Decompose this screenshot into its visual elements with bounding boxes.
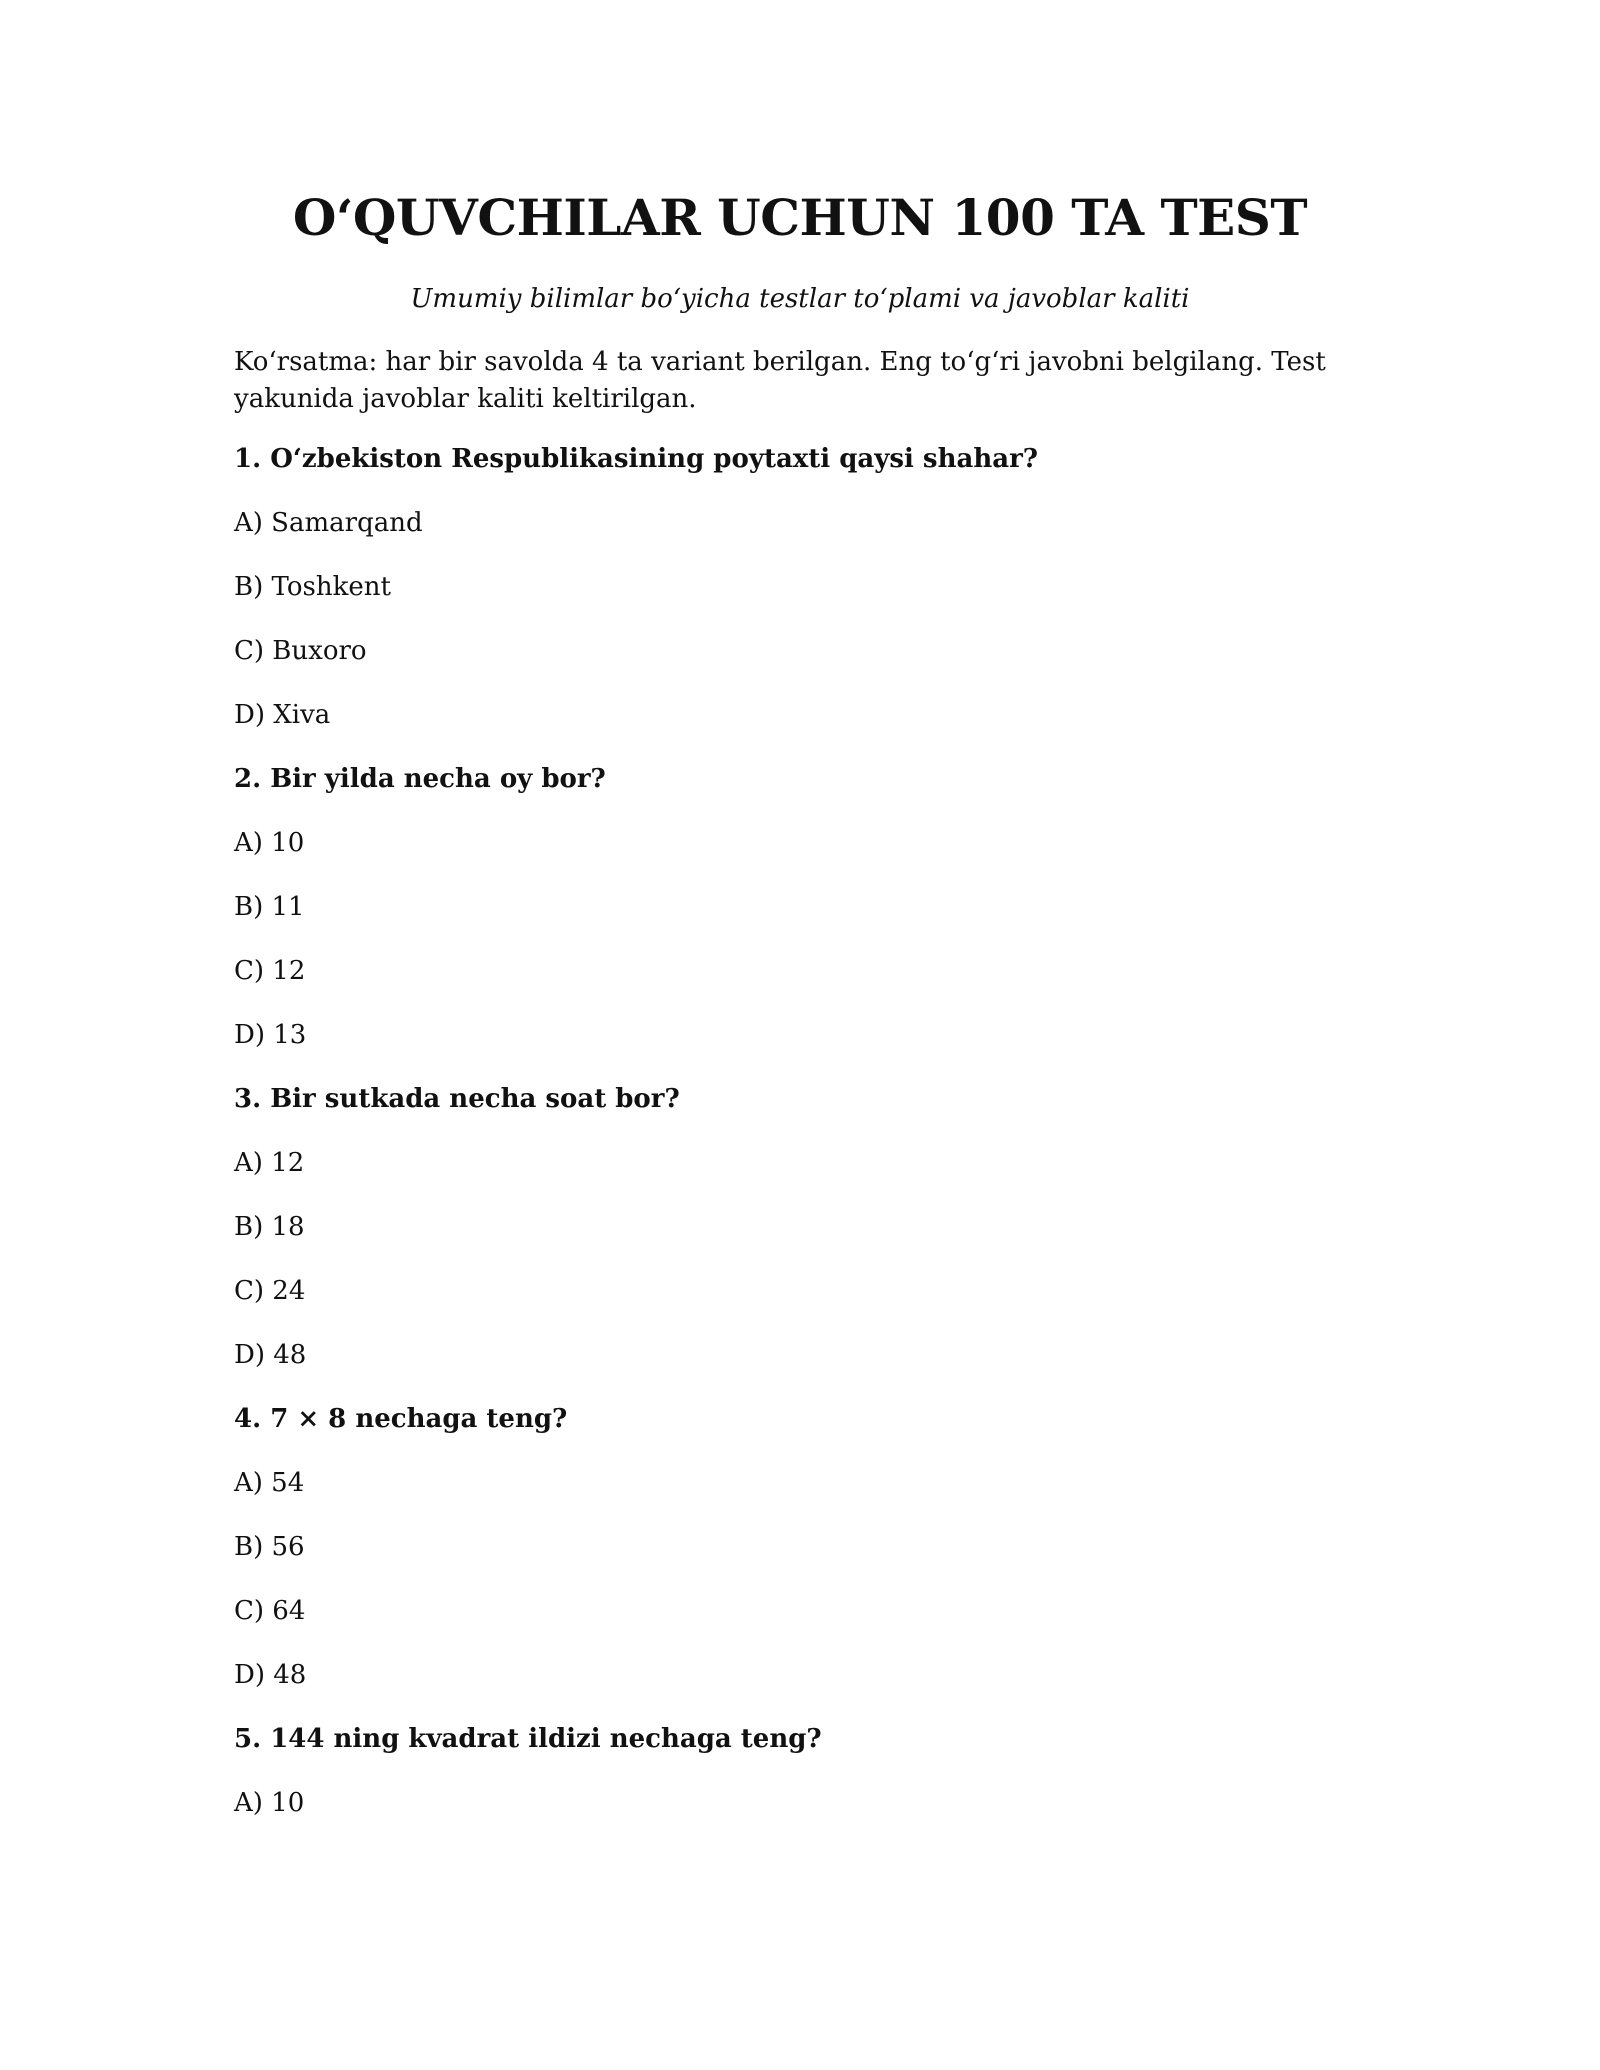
answer-option: C) Buxoro bbox=[234, 636, 367, 666]
answer-option: A) Samarqand bbox=[234, 508, 423, 538]
answer-option: D) Xiva bbox=[234, 700, 331, 730]
question-5 bbox=[234, 1722, 1374, 1820]
answer-option: B) 56 bbox=[234, 1532, 305, 1562]
document-body bbox=[234, 344, 1374, 1850]
answer-option: D) 48 bbox=[234, 1340, 307, 1370]
answer-option: D) 13 bbox=[234, 1020, 307, 1050]
question-text: 5. 144 ning kvadrat ildizi nechaga teng? bbox=[234, 1724, 822, 1754]
answer-option: C) 64 bbox=[234, 1596, 306, 1626]
question-3 bbox=[234, 1082, 1374, 1372]
instructions-text: Ko‘rsatma: har bir savolda 4 ta variant berilgan. Eng to‘g‘ri javobni belgilang. Test yakunida javoblar kaliti keltirilgan. bbox=[234, 347, 1326, 414]
question-1 bbox=[234, 442, 1374, 732]
answer-option: C) 12 bbox=[234, 956, 306, 986]
answer-option: A) 10 bbox=[234, 1788, 305, 1818]
question-text: 4. 7 × 8 nechaga teng? bbox=[234, 1404, 568, 1434]
question-2 bbox=[234, 762, 1374, 1052]
question-text: 3. Bir sutkada necha soat bor? bbox=[234, 1084, 680, 1114]
document-title: O‘QUVCHILAR UCHUN 100 TA TEST bbox=[292, 188, 1308, 247]
answer-option: B) 18 bbox=[234, 1212, 305, 1242]
question-text: 1. O‘zbekiston Respublikasining poytaxti qaysi shahar? bbox=[234, 444, 1039, 474]
question-text: 2. Bir yilda necha oy bor? bbox=[234, 764, 606, 794]
answer-option: B) Toshkent bbox=[234, 572, 391, 602]
document-subtitle: Umumiy bilimlar bo‘yicha testlar to‘plami va javoblar kaliti bbox=[410, 284, 1190, 314]
answer-option: A) 10 bbox=[234, 828, 305, 858]
answer-option: C) 24 bbox=[234, 1276, 306, 1306]
question-4 bbox=[234, 1402, 1374, 1692]
answer-option: A) 12 bbox=[234, 1148, 305, 1178]
answer-option: B) 11 bbox=[234, 892, 305, 922]
answer-option: D) 48 bbox=[234, 1660, 307, 1690]
answer-option: A) 54 bbox=[234, 1468, 305, 1498]
